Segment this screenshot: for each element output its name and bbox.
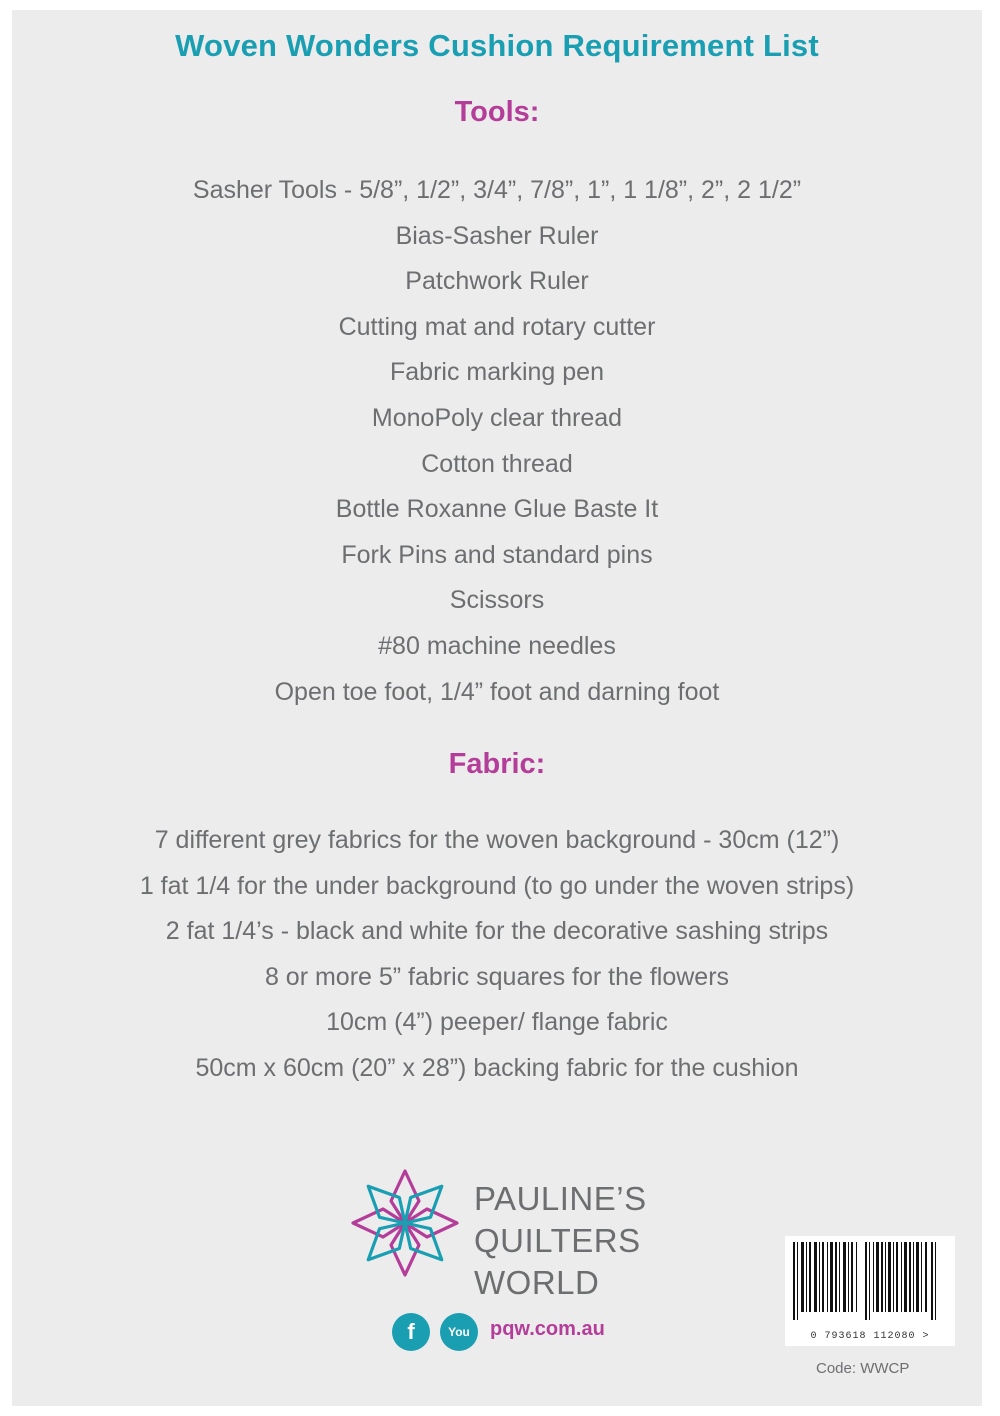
brand-line: PAULINE’S bbox=[474, 1180, 647, 1217]
requirement-sheet bbox=[12, 10, 982, 1406]
brand-name bbox=[474, 1178, 647, 1304]
barcode-number: 0 793618 112080 > bbox=[810, 1331, 930, 1342]
list-item: Bottle Roxanne Glue Baste It bbox=[335, 495, 659, 524]
list-item: 8 or more 5” fabric squares for the flowers bbox=[264, 962, 730, 991]
website-link[interactable]: pqw.com.au bbox=[490, 1318, 605, 1340]
list-item: Open toe foot, 1/4” foot and darning foot bbox=[274, 677, 720, 706]
list-item: 10cm (4”) peeper/ flange fabric bbox=[326, 1008, 668, 1037]
list-item: Sasher Tools - 5/8”, 1/2”, 3/4”, 7/8”, 1”, 1 1/8”, 2”, 2 1/2” bbox=[192, 176, 802, 204]
list-item: Cutting mat and rotary cutter bbox=[338, 312, 656, 341]
barcode bbox=[785, 1236, 955, 1346]
facebook-icon[interactable]: f bbox=[392, 1313, 430, 1351]
brand-line: WORLD bbox=[474, 1264, 600, 1301]
list-item: 7 different grey fabrics for the woven background - 30cm (12”) bbox=[154, 826, 840, 854]
list-item: 50cm x 60cm (20” x 28”) backing fabric for the cushion bbox=[195, 1053, 799, 1082]
tools-list bbox=[12, 168, 982, 715]
fabric-heading: Fabric: bbox=[448, 748, 546, 780]
list-item: Cotton thread bbox=[421, 449, 573, 478]
list-item: #80 machine needles bbox=[378, 631, 616, 660]
barcode-bars bbox=[791, 1242, 949, 1320]
star-flower-logo-icon bbox=[350, 1168, 460, 1278]
list-item: Bias-Sasher Ruler bbox=[395, 221, 599, 250]
list-item: Scissors bbox=[449, 586, 545, 615]
list-item: Fork Pins and standard pins bbox=[341, 540, 653, 569]
list-item: 1 fat 1/4 for the under background (to go under the woven strips) bbox=[139, 871, 855, 900]
fabric-list bbox=[12, 818, 982, 1092]
youtube-icon[interactable]: You bbox=[440, 1313, 478, 1351]
page-title: Woven Wonders Cushion Requirement List bbox=[175, 28, 819, 63]
list-item: Patchwork Ruler bbox=[405, 267, 589, 296]
brand-line: QUILTERS bbox=[474, 1222, 641, 1259]
product-code: Code: WWCP bbox=[816, 1360, 910, 1377]
list-item: Fabric marking pen bbox=[390, 358, 604, 387]
list-item: MonoPoly clear thread bbox=[371, 403, 623, 432]
tools-heading: Tools: bbox=[454, 96, 540, 128]
list-item: 2 fat 1/4’s - black and white for the decorative sashing strips bbox=[165, 917, 829, 946]
